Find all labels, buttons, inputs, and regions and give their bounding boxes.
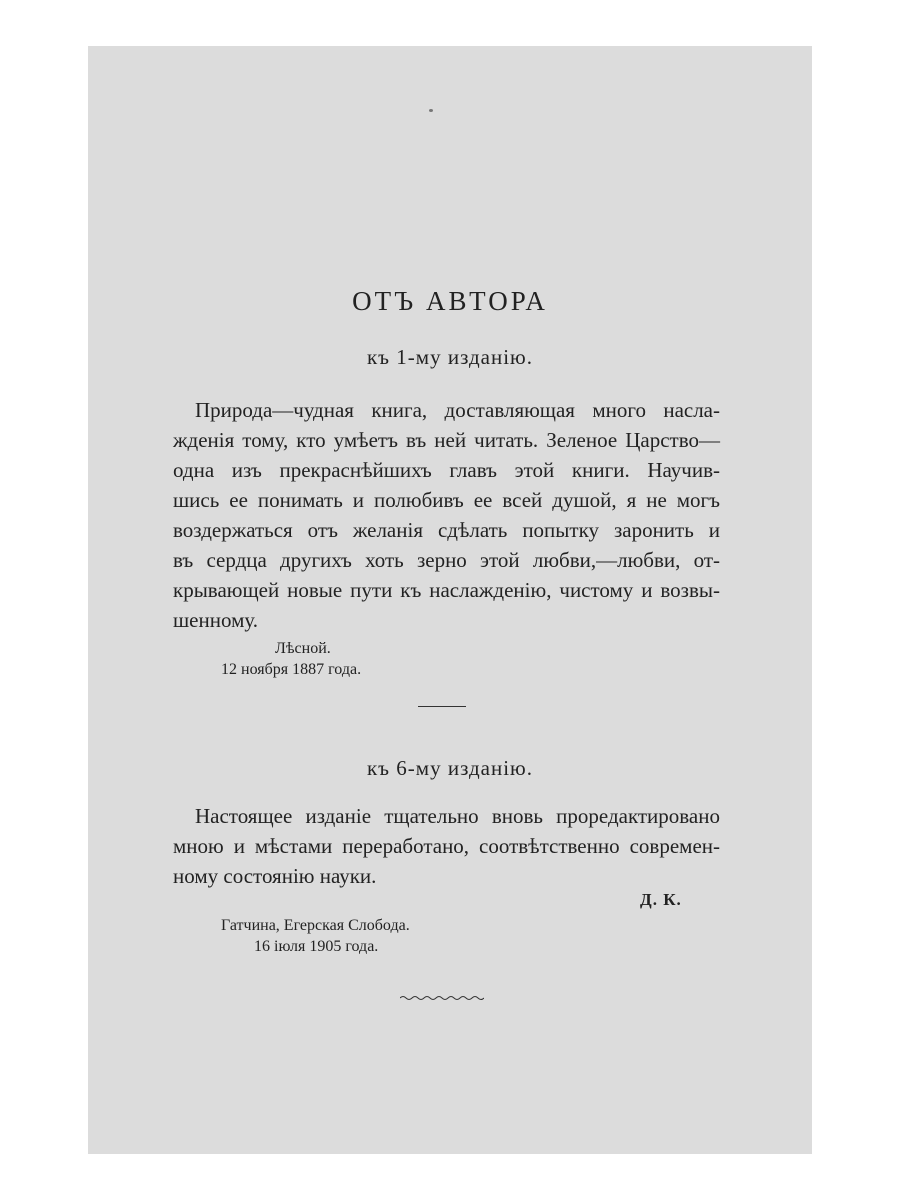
paragraph-line: шенному. (173, 608, 259, 632)
paragraph-line: одна изъ прекраснѣйшихъ главъ этой книги. Научив- (173, 458, 720, 482)
paragraph-line: Природа—чудная книга, доставляющая много насла- (195, 398, 720, 422)
paragraph-line: Настоящее изданіе тщательно вновь проредактировано (195, 804, 720, 828)
book-page (88, 46, 812, 1154)
paragraph-line: шись ее понимать и полюбивъ ее всей душой, я не могъ (173, 488, 720, 512)
paragraph-line: крывающей новые пути къ наслажденію, чистому и возвы- (173, 578, 720, 602)
paragraph-line: жденія тому, кто умѣетъ въ ней читать. Зеленое Царство— (173, 428, 720, 452)
section-2-heading: къ 6-му изданію. (366, 756, 533, 780)
section-1-heading: къ 1-му изданію. (366, 345, 533, 369)
paper-speck (429, 109, 433, 112)
section-2-date: 16 іюля 1905 года. (254, 938, 379, 955)
end-ornament (400, 994, 484, 1002)
author-signature: Д. К. (640, 890, 682, 909)
paragraph-line: воздержаться отъ желанія сдѣлать попытку заронить и (173, 518, 720, 542)
section-1-date: 12 ноября 1887 года. (221, 661, 362, 678)
section-1-place: Лѣсной. (275, 640, 331, 657)
paragraph-line: въ сердца другихъ хоть зерно этой любви,—любви, от- (173, 548, 720, 572)
section-2-paragraph (173, 801, 720, 891)
section-divider (418, 706, 466, 707)
paragraph-line: мною и мѣстами переработано, соотвѣтственно современ- (173, 834, 720, 858)
section-1-paragraph (173, 395, 720, 635)
section-2-place: Гатчина, Егерская Слобода. (221, 917, 410, 934)
page-title: ОТЪ АВТОРА (352, 286, 548, 316)
paragraph-line: ному состоянію науки. (173, 864, 377, 888)
